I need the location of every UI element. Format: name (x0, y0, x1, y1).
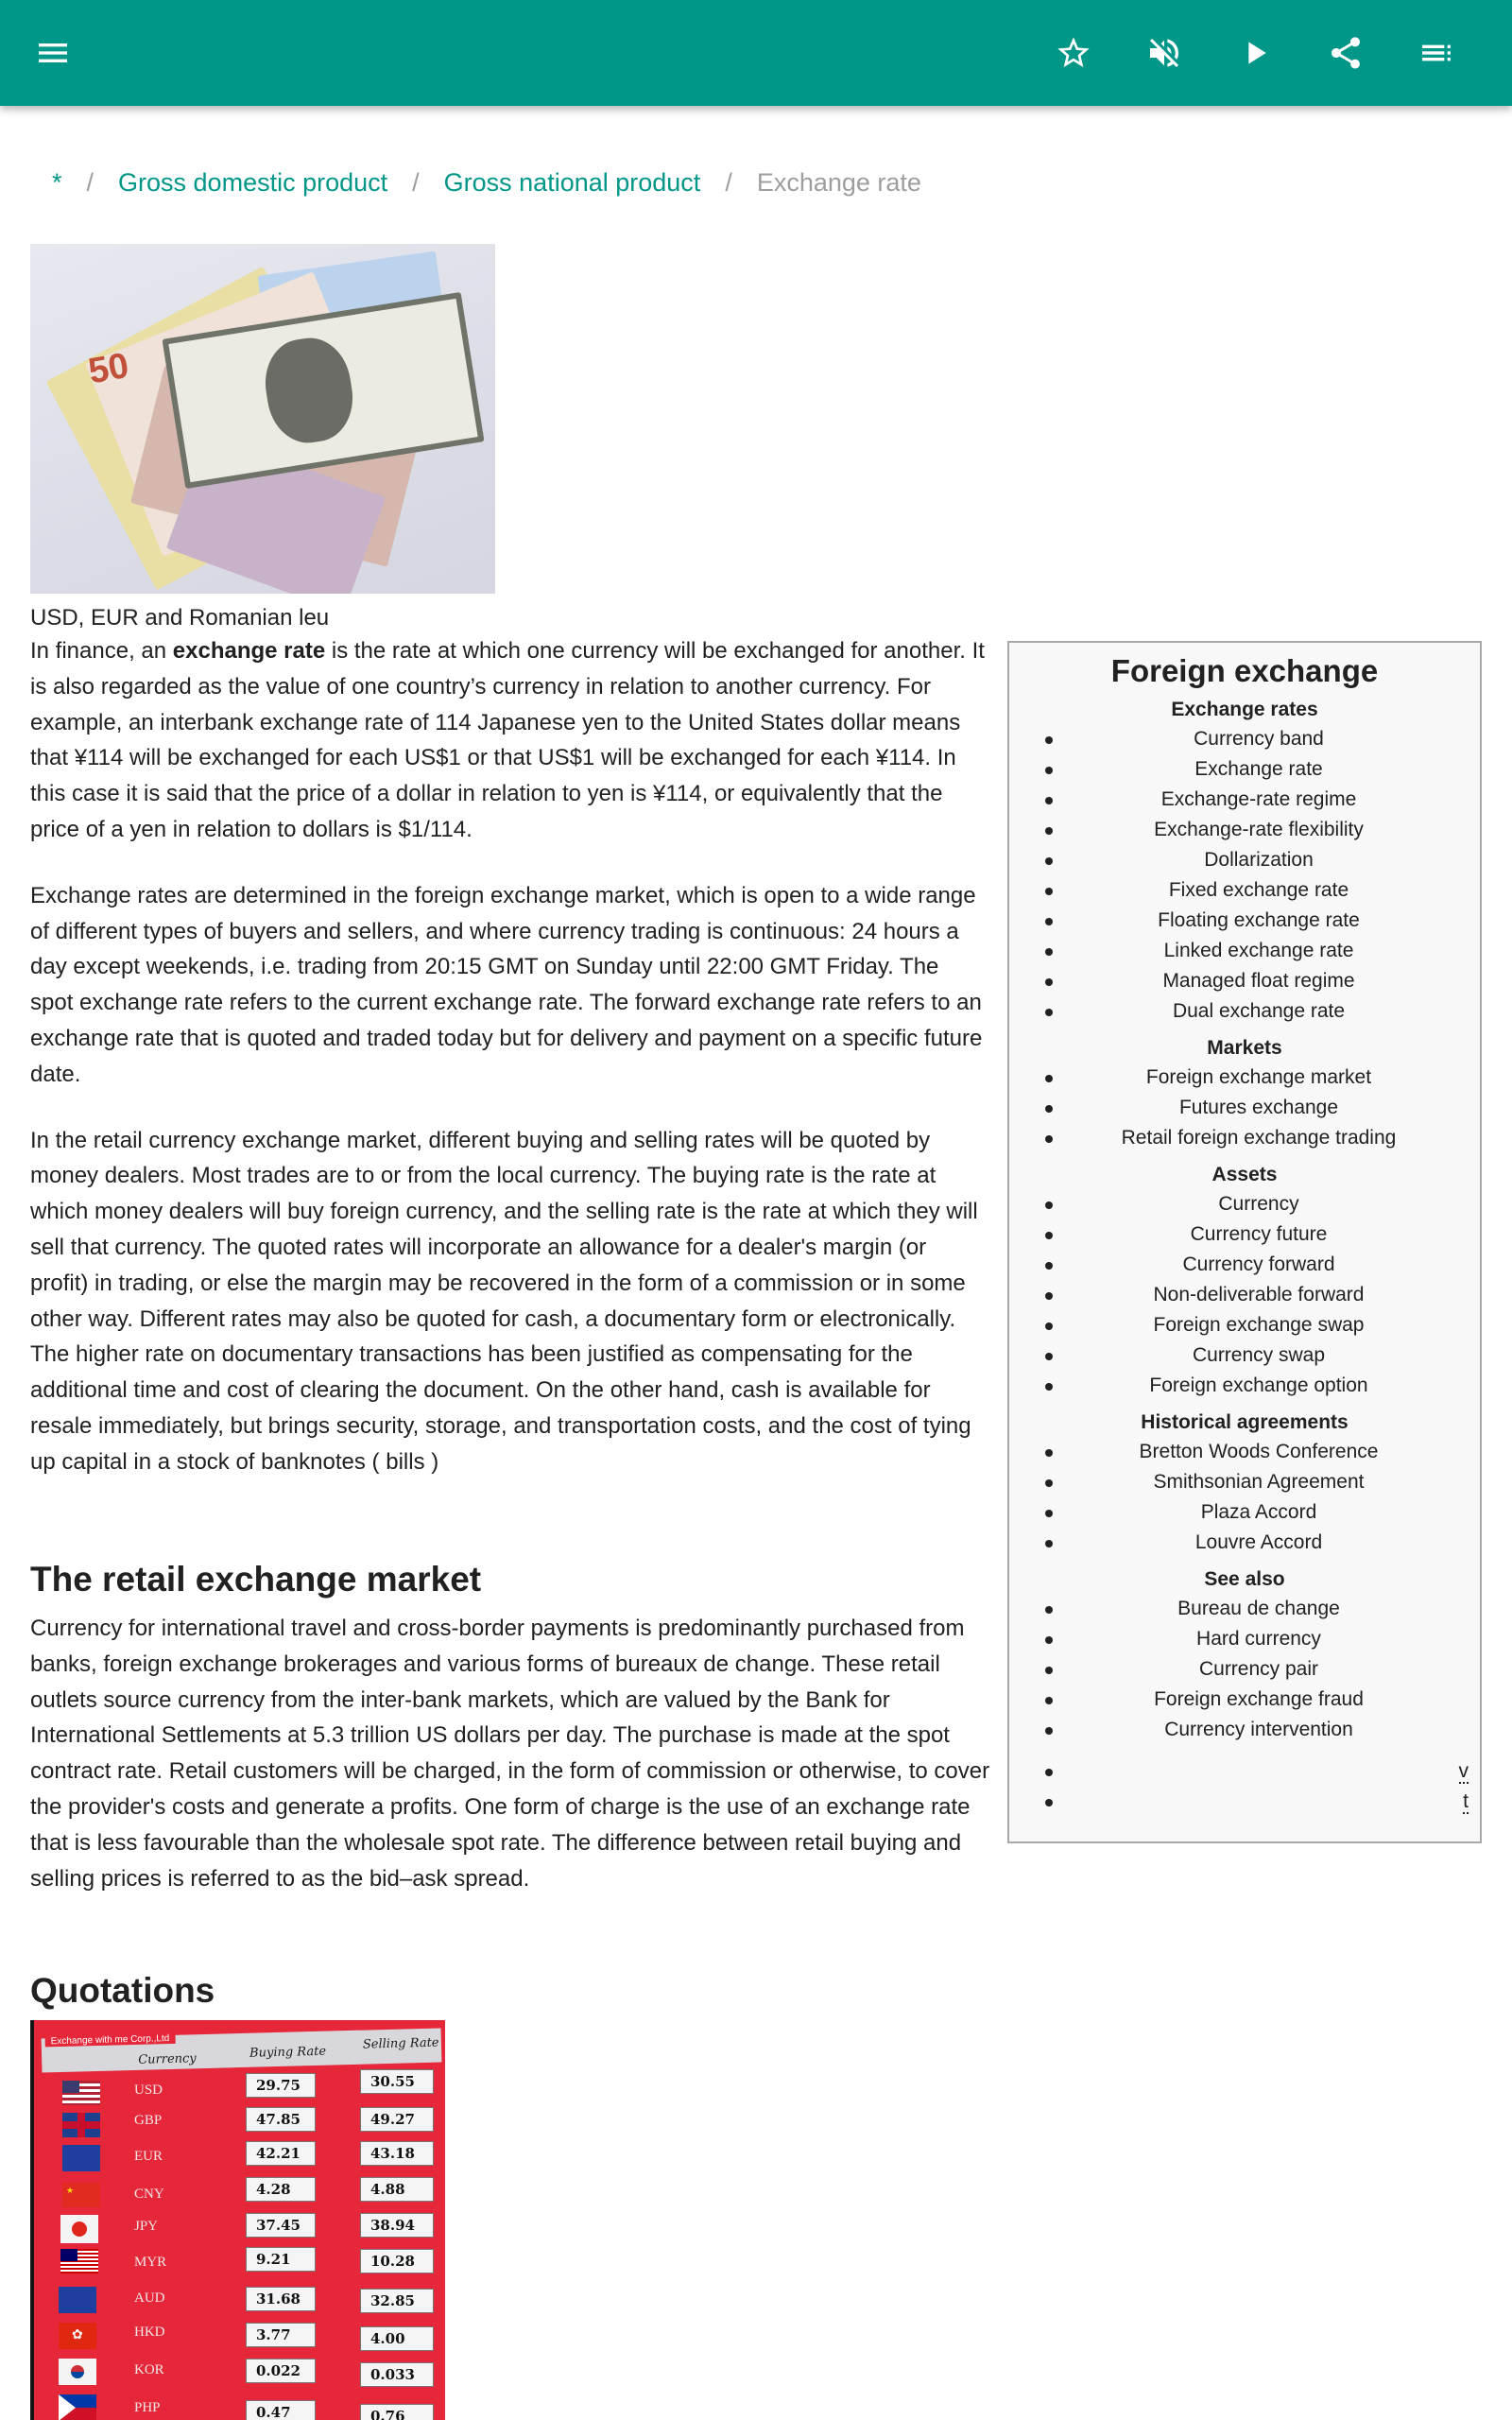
currency-code: CNY (134, 2187, 164, 2202)
currency-code: JPY (134, 2219, 159, 2234)
buying-rate: 4.28 (246, 2177, 316, 2202)
flag-uk (62, 2113, 100, 2137)
navbox-group-exchange-rates (1009, 696, 1480, 1027)
navbox-link[interactable]: Hard currency (1009, 1624, 1480, 1654)
foreign-exchange-market-paragraph: Exchange rates are determined in the foreign exchange market, which is open to a wide range of different types of buyers and sellers, and where currency trading is continuous: 24 hours a day except weekends, i.e. trading from 20:15 GMT on Sunday until 22:00 GMT Friday. The spot exchange rate refers to the current exchange rate. The forward exchange rate refers to an exchange rate that is quoted and traded today but for delivery and payment on a specific future date. (30, 882, 983, 1087)
buying-rate: 0.47 (246, 2400, 316, 2420)
flag-usa (62, 2081, 100, 2105)
foreign-exchange-navbox (1007, 641, 1482, 1843)
selling-rate: 0.033 (360, 2362, 434, 2387)
breadcrumb-separator: / (86, 168, 94, 197)
bookmark-button[interactable] (1047, 26, 1100, 79)
navbox-link[interactable]: Smithsonian Agreement (1009, 1467, 1480, 1497)
menu-button[interactable] (26, 26, 79, 79)
retail-rates-paragraph: In the retail currency exchange market, different buying and selling rates will be quoted by money dealers. Most trades are to or from the local currency. The buying rate is the rate at which money dealers will buy foreign currency, and the selling rate is the rate at which they will sell that currency. The quoted rates will incorporate an allowance for a dealer's margin (or profit) in trading, or else the margin may be recovered in the form of a commission or in some other way. Different rates may also be quoted for cash, a documentary form or electronically. The higher rate on documentary transactions has been justified as compensating for the additional time and cost of clearing the document. On the other hand, cash is available for resale immediately, but brings security, storage, and transportation costs, and the cost of tying up capital in a stock of banknotes ( bills ) (30, 1127, 978, 1475)
navbox-group-markets (1009, 1034, 1480, 1153)
navbox-link[interactable]: Currency band (1009, 724, 1480, 754)
navbox-group-title: Assets (1211, 1164, 1278, 1185)
navbox-link[interactable]: Exchange-rate regime (1009, 785, 1480, 815)
navbox-link[interactable]: Louvre Accord (1009, 1528, 1480, 1558)
board-row (34, 2107, 445, 2135)
flag-philippines (59, 2394, 96, 2420)
breadcrumb-home-link[interactable]: * (52, 168, 62, 197)
navbox-link[interactable]: Dollarization (1009, 845, 1480, 875)
navbox-group-historical-agreements (1009, 1409, 1480, 1558)
selling-rate: 10.28 (360, 2249, 434, 2273)
flag-south-korea (59, 2359, 96, 2385)
board-row (34, 2141, 445, 2169)
image-caption: USD, EUR and Romanian leu (30, 605, 330, 631)
share-icon (1327, 34, 1365, 72)
board-row (34, 2359, 445, 2387)
breadcrumb-gdp-link[interactable]: Gross domestic product (118, 168, 388, 197)
board-company-name: Exchange with me Corp.,Ltd (45, 2033, 176, 2048)
buying-rate: 42.21 (246, 2141, 316, 2166)
buying-rate: 0.022 (246, 2359, 316, 2383)
board-row (34, 2247, 445, 2275)
intro-paragraph (30, 633, 987, 848)
navbox-link[interactable]: Bureau de change (1009, 1594, 1480, 1624)
currency-code: PHP (134, 2400, 161, 2415)
navbox-view-link[interactable] (1009, 1756, 1480, 1787)
selling-rate: 4.00 (360, 2326, 434, 2351)
currency-code: KOR (134, 2362, 164, 2377)
volume-off-icon (1145, 34, 1183, 72)
currency-code: EUR (134, 2149, 163, 2164)
board-row (34, 2287, 445, 2315)
selling-rate: 32.85 (360, 2289, 434, 2313)
retail-market-paragraph: Currency for international travel and cross-border payments is predominantly purchased from banks, foreign exchange brokerages and various forms of bureaux de change. These retail outlets source currency from the inter-bank markets, which are valued by the Bank for International Settlements at 5.3 trillion US dollars per day. The purchase is made at the spot contract rate. Retail customers will be charged, in the form of commission or otherwise, to cover the provider's costs and generate a profits. One form of charge is the use of an exchange rate that is less favourable than the wholesale spot rate. The difference between retail buying and selling prices is referred to as the bid–ask spread. (30, 1616, 990, 1892)
navbox-talk-link[interactable] (1009, 1787, 1480, 1817)
table-of-contents-button[interactable] (1410, 26, 1463, 79)
breadcrumb-current: Exchange rate (756, 168, 921, 197)
breadcrumb-gnp-link[interactable]: Gross national product (443, 168, 701, 197)
navbox-link[interactable]: Currency forward (1009, 1250, 1480, 1280)
buying-rate: 37.45 (246, 2213, 316, 2238)
currency-code: MYR (134, 2255, 167, 2270)
buying-rate: 3.77 (246, 2323, 316, 2347)
navbox-link[interactable]: Currency (1009, 1189, 1480, 1219)
buying-rate: 29.75 (246, 2073, 316, 2098)
share-button[interactable] (1319, 26, 1372, 79)
navbox-link[interactable]: Managed float regime (1009, 966, 1480, 996)
flag-china: ★ (62, 2183, 100, 2207)
selling-rate: 49.27 (360, 2107, 434, 2132)
navbox-group-assets (1009, 1161, 1480, 1401)
navbox-link[interactable]: Plaza Accord (1009, 1497, 1480, 1528)
navbox-link[interactable]: Foreign exchange market (1009, 1063, 1480, 1093)
section-heading-retail-exchange-market: The retail exchange market (30, 1560, 482, 1599)
navbox-group-title: See also (1204, 1568, 1285, 1590)
navbox-group-title: Markets (1207, 1037, 1282, 1059)
selling-rate: 0.76 (360, 2404, 434, 2420)
currency-code: USD (134, 2083, 163, 2098)
intro-text: is the rate at which one currency will be exchanged for another. It is also regarded as the value of one country’s currency in relation to another currency. For example, an interbank exchange rate of 114 Japanese yen to the United States dollar means that ¥114 will be exchanged for each US$1 or that US$1 will be exchanged for each ¥114. In this case it is said that the price of a dollar in relation to yen is ¥114, or equivalently that the price of a yen in relation to dollars is $1/114. (30, 638, 985, 842)
navbox-link[interactable]: Dual exchange rate (1009, 996, 1480, 1027)
navbox-link[interactable]: Fixed exchange rate (1009, 875, 1480, 906)
navbox-link[interactable]: Exchange rate (1009, 754, 1480, 785)
board-col-selling: Selling Rate (362, 2035, 439, 2052)
quotation-board-image[interactable] (30, 2020, 445, 2420)
navbox-link[interactable]: Futures exchange (1009, 1093, 1480, 1123)
board-row (34, 2073, 445, 2101)
flag-hong-kong: ✿ (59, 2323, 96, 2349)
talk-link-text: t (1463, 1790, 1469, 1812)
banknotes-image[interactable] (30, 244, 495, 594)
flag-malaysia (60, 2249, 98, 2273)
navbox-link[interactable]: Foreign exchange option (1009, 1371, 1480, 1401)
selling-rate: 30.55 (360, 2069, 434, 2094)
navbox-link[interactable]: Currency pair (1009, 1654, 1480, 1685)
navbox-group-see-also (1009, 1565, 1480, 1745)
navbox-link[interactable]: Currency future (1009, 1219, 1480, 1250)
breadcrumb-separator: / (412, 168, 420, 197)
play-button[interactable] (1228, 26, 1281, 79)
buying-rate: 47.85 (246, 2107, 316, 2132)
board-row (34, 2394, 445, 2420)
navbox-view-talk-links (1009, 1756, 1480, 1817)
navbox-link[interactable]: Currency swap (1009, 1340, 1480, 1371)
navbox-link[interactable]: Foreign exchange fraud (1009, 1685, 1480, 1715)
board-col-buying: Buying Rate (249, 2044, 327, 2061)
board-row (34, 2213, 445, 2241)
toc-list-icon (1418, 34, 1455, 72)
flag-australia (59, 2287, 96, 2313)
currency-code: HKD (134, 2325, 165, 2340)
menu-icon (34, 34, 72, 72)
board-col-currency: Currency (138, 2051, 197, 2067)
view-link-text: v (1458, 1760, 1469, 1782)
banknotes-photo: 50 (30, 244, 495, 594)
buying-rate: 31.68 (246, 2287, 316, 2311)
breadcrumb (52, 168, 921, 198)
selling-rate: 4.88 (360, 2177, 434, 2202)
navbox-link[interactable]: Bretton Woods Conference (1009, 1437, 1480, 1467)
navbox-group-title: Exchange rates (1171, 699, 1318, 720)
breadcrumb-separator: / (725, 168, 732, 197)
flag-japan (60, 2215, 98, 2243)
flag-eu (62, 2145, 100, 2171)
navbox-link[interactable]: Exchange-rate flexibility (1009, 815, 1480, 845)
navbox-link[interactable]: Floating exchange rate (1009, 906, 1480, 936)
navbox-group-title: Historical agreements (1141, 1411, 1349, 1433)
navbox-link[interactable]: Retail foreign exchange trading (1009, 1123, 1480, 1153)
selling-rate: 43.18 (360, 2141, 434, 2166)
rate-board (34, 2020, 445, 2420)
navbox-link[interactable]: Linked exchange rate (1009, 936, 1480, 966)
currency-code: GBP (134, 2113, 163, 2128)
board-row (34, 2177, 445, 2205)
term-exchange-rate: exchange rate (172, 638, 326, 664)
navbox-link[interactable]: Currency intervention (1009, 1715, 1480, 1745)
selling-rate: 38.94 (360, 2213, 434, 2238)
star-icon (1055, 34, 1092, 72)
article-body (30, 633, 987, 1511)
navbox-title: Foreign exchange (1110, 653, 1379, 688)
mute-button[interactable] (1138, 26, 1191, 79)
section-heading-quotations: Quotations (30, 1971, 215, 2010)
play-icon (1236, 34, 1274, 72)
app-bar (0, 0, 1512, 106)
rate-board-header (42, 2028, 442, 2072)
buying-rate: 9.21 (246, 2247, 316, 2272)
navbox-link[interactable]: Foreign exchange swap (1009, 1310, 1480, 1340)
navbox-link[interactable]: Non-deliverable forward (1009, 1280, 1480, 1310)
currency-code: AUD (134, 2290, 165, 2306)
intro-text: In finance, an (30, 638, 173, 664)
board-row (34, 2323, 445, 2351)
